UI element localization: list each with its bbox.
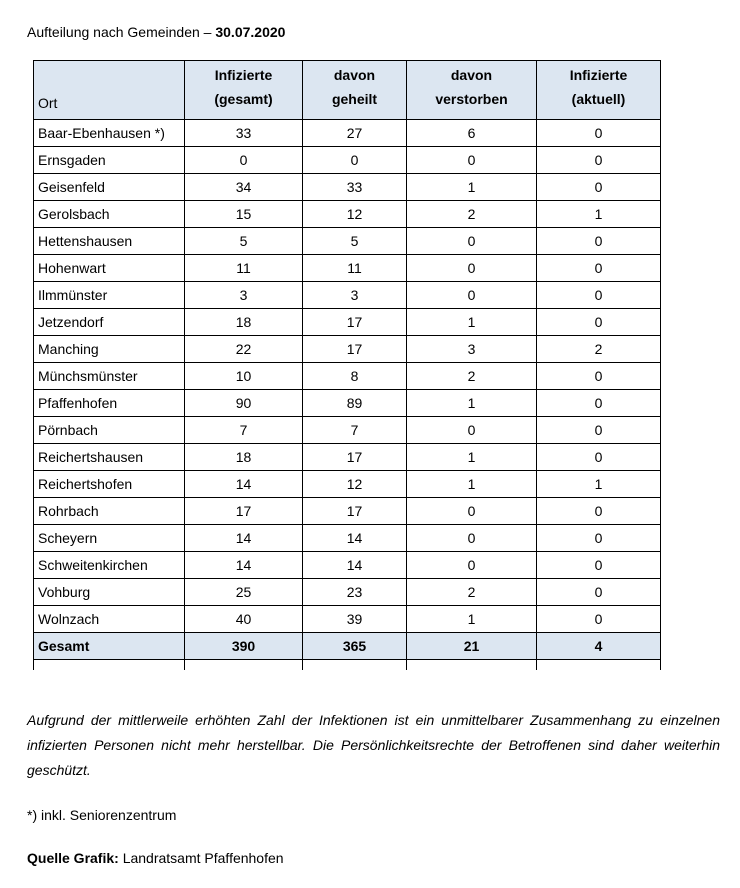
table-row	[34, 174, 661, 201]
place-cell: Ernsgaden	[34, 147, 185, 174]
infected-current-cell: 0	[537, 282, 661, 309]
deceased-cell: 6	[407, 120, 537, 147]
infected-total-cell: 3	[185, 282, 303, 309]
deceased-cell: 2	[407, 579, 537, 606]
total-row	[34, 633, 661, 660]
infected-total-cell: 18	[185, 309, 303, 336]
table-row	[34, 579, 661, 606]
recovered-cell: 27	[303, 120, 407, 147]
infected-current-cell: 0	[537, 525, 661, 552]
recovered-cell: 12	[303, 471, 407, 498]
title-text: Aufteilung nach Gemeinden –	[27, 24, 216, 40]
table-row	[34, 525, 661, 552]
place-cell: Baar-Ebenhausen *)	[34, 120, 185, 147]
deceased-cell: 1	[407, 471, 537, 498]
table-row	[34, 255, 661, 282]
table-row	[34, 498, 661, 525]
place-cell: Hettenshausen	[34, 228, 185, 255]
stub-cell	[34, 660, 185, 671]
infected-current-cell: 0	[537, 228, 661, 255]
infected-current-cell: 0	[537, 606, 661, 633]
infected-current-cell: 0	[537, 174, 661, 201]
infected-total-cell: 14	[185, 552, 303, 579]
recovered-cell: 14	[303, 552, 407, 579]
table-row	[34, 309, 661, 336]
recovered-cell: 33	[303, 174, 407, 201]
infected-total-cell: 14	[185, 525, 303, 552]
table-row	[34, 228, 661, 255]
deceased-cell: 21	[407, 633, 537, 660]
place-cell: Scheyern	[34, 525, 185, 552]
recovered-cell: 12	[303, 201, 407, 228]
column-header-aktuell: Infizierte (aktuell)	[537, 61, 661, 120]
recovered-cell: 11	[303, 255, 407, 282]
infected-current-cell: 1	[537, 471, 661, 498]
place-cell: Rohrbach	[34, 498, 185, 525]
place-cell: Jetzendorf	[34, 309, 185, 336]
deceased-cell: 1	[407, 606, 537, 633]
place-cell: Hohenwart	[34, 255, 185, 282]
infected-total-cell: 22	[185, 336, 303, 363]
deceased-cell: 0	[407, 255, 537, 282]
column-header-ort: Ort	[34, 61, 185, 120]
table-row	[34, 120, 661, 147]
infected-current-cell: 0	[537, 390, 661, 417]
table-row	[34, 282, 661, 309]
deceased-cell: 0	[407, 498, 537, 525]
table-body	[34, 120, 661, 671]
table-row	[34, 147, 661, 174]
deceased-cell: 2	[407, 201, 537, 228]
stub-cell	[185, 660, 303, 671]
infected-total-cell: 14	[185, 471, 303, 498]
document-title	[27, 24, 285, 40]
recovered-cell: 5	[303, 228, 407, 255]
deceased-cell: 0	[407, 417, 537, 444]
deceased-cell: 1	[407, 174, 537, 201]
infected-total-cell: 17	[185, 498, 303, 525]
recovered-cell: 17	[303, 498, 407, 525]
deceased-cell: 2	[407, 363, 537, 390]
table-row	[34, 390, 661, 417]
table-row	[34, 471, 661, 498]
recovered-cell: 89	[303, 390, 407, 417]
deceased-cell: 0	[407, 282, 537, 309]
stub-cell	[537, 660, 661, 671]
table-row	[34, 363, 661, 390]
recovered-cell: 8	[303, 363, 407, 390]
place-cell: Pörnbach	[34, 417, 185, 444]
infected-total-cell: 40	[185, 606, 303, 633]
table-row	[34, 336, 661, 363]
infection-note: Aufgrund der mittlerweile erhöhten Zahl der Infektionen ist ein unmittelbarer Zusammenhang zu einzelnen infizierten Personen nicht mehr herstellbar. Die Persönlichkeitsrechte der Betroffenen sind daher weiterhin geschützt.	[27, 712, 720, 778]
source-value: Landratsamt Pfaffenhofen	[118, 850, 284, 866]
infected-current-cell: 0	[537, 255, 661, 282]
recovered-cell: 17	[303, 336, 407, 363]
infected-total-cell: 34	[185, 174, 303, 201]
place-cell: Geisenfeld	[34, 174, 185, 201]
recovered-cell: 17	[303, 309, 407, 336]
infected-total-cell: 5	[185, 228, 303, 255]
recovered-cell: 17	[303, 444, 407, 471]
infected-total-cell: 7	[185, 417, 303, 444]
place-cell: Manching	[34, 336, 185, 363]
column-header-gesamt: Infizierte (gesamt)	[185, 61, 303, 120]
place-cell: Schweitenkirchen	[34, 552, 185, 579]
recovered-cell: 365	[303, 633, 407, 660]
footnote: *) inkl. Seniorenzentrum	[27, 807, 177, 823]
infected-current-cell: 1	[537, 201, 661, 228]
source-label: Quelle Grafik:	[27, 850, 119, 866]
table-row	[34, 606, 661, 633]
infected-total-cell: 11	[185, 255, 303, 282]
infected-current-cell: 0	[537, 444, 661, 471]
place-cell: Reichertshausen	[34, 444, 185, 471]
place-cell: Vohburg	[34, 579, 185, 606]
infected-current-cell: 0	[537, 579, 661, 606]
table-row	[34, 201, 661, 228]
deceased-cell: 0	[407, 228, 537, 255]
deceased-cell: 1	[407, 309, 537, 336]
recovered-cell: 7	[303, 417, 407, 444]
table-row	[34, 444, 661, 471]
column-header-verstorben: davon verstorben	[407, 61, 537, 120]
infected-total-cell: 0	[185, 147, 303, 174]
place-cell: Reichertshofen	[34, 471, 185, 498]
place-cell: Ilmmünster	[34, 282, 185, 309]
infected-total-cell: 10	[185, 363, 303, 390]
infected-total-cell: 33	[185, 120, 303, 147]
place-cell: Wolnzach	[34, 606, 185, 633]
deceased-cell: 0	[407, 552, 537, 579]
table-bottom-stub	[34, 660, 661, 671]
column-header-geheilt: davon geheilt	[303, 61, 407, 120]
table-header-row	[34, 61, 661, 120]
infected-total-cell: 15	[185, 201, 303, 228]
source-line	[27, 850, 284, 866]
recovered-cell: 0	[303, 147, 407, 174]
place-cell: Gerolsbach	[34, 201, 185, 228]
deceased-cell: 1	[407, 390, 537, 417]
stub-cell	[407, 660, 537, 671]
deceased-cell: 3	[407, 336, 537, 363]
infected-current-cell: 0	[537, 498, 661, 525]
deceased-cell: 0	[407, 147, 537, 174]
infected-current-cell: 4	[537, 633, 661, 660]
infected-current-cell: 0	[537, 552, 661, 579]
deceased-cell: 1	[407, 444, 537, 471]
stub-cell	[303, 660, 407, 671]
infected-current-cell: 0	[537, 147, 661, 174]
recovered-cell: 23	[303, 579, 407, 606]
infected-total-cell: 18	[185, 444, 303, 471]
infected-total-cell: 25	[185, 579, 303, 606]
recovered-cell: 3	[303, 282, 407, 309]
recovered-cell: 14	[303, 525, 407, 552]
infected-current-cell: 0	[537, 309, 661, 336]
infected-current-cell: 0	[537, 417, 661, 444]
municipality-table	[33, 60, 661, 670]
place-cell: Gesamt	[34, 633, 185, 660]
deceased-cell: 0	[407, 525, 537, 552]
recovered-cell: 39	[303, 606, 407, 633]
infected-total-cell: 390	[185, 633, 303, 660]
infected-current-cell: 2	[537, 336, 661, 363]
title-date: 30.07.2020	[215, 24, 286, 40]
table-row	[34, 417, 661, 444]
table-row	[34, 552, 661, 579]
place-cell: Münchsmünster	[34, 363, 185, 390]
infected-total-cell: 90	[185, 390, 303, 417]
infected-current-cell: 0	[537, 120, 661, 147]
infected-current-cell: 0	[537, 363, 661, 390]
place-cell: Pfaffenhofen	[34, 390, 185, 417]
